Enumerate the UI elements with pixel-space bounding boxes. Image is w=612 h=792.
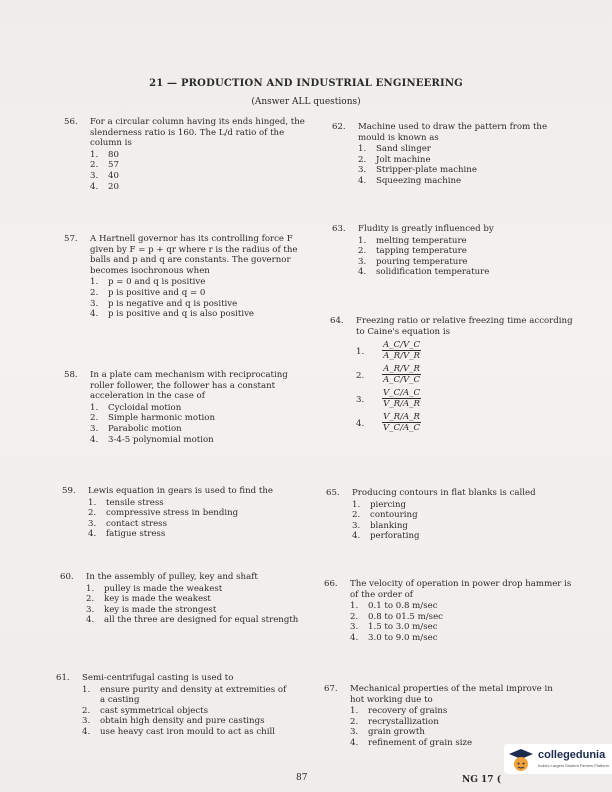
fraction: $\frac{V\_R/A\_R}{V\_C/A\_C}$: [383, 412, 421, 434]
fraction-option: 2. $\frac{A\_R/V\_R}{A\_C/V\_C}$: [356, 364, 421, 386]
option: 4. fatigue stress: [88, 529, 166, 540]
fraction-option: 4. $\frac{V\_R/A\_R}{V\_C/A\_C}$: [356, 412, 421, 434]
question-64: 64. Freezing ratio or relative freezing time according to Caine's equation is 1. $\frac{A\_C/V\_C}{A\_R/V\_R}$ 2. $\frac{A\_R/V\_R}{A\_C/V\_C}$ 3. $\frac{V\_C/A\_C}{V\_R/A\_R}$ 4. $\frac{V\_R/A\_R}{V\_C/A\_C}$: [356, 316, 574, 436]
option: 3. pouring temperature: [358, 256, 468, 267]
option: 3. blanking: [352, 520, 408, 531]
option: 2. 57: [90, 160, 119, 171]
option: 1. piercing: [352, 499, 407, 510]
option: 4. perforating: [352, 531, 420, 542]
option: 2. recrystallization: [350, 716, 439, 727]
question-stem: Lewis equation in gears is used to find the: [88, 486, 273, 496]
option: 2. tapping temperature: [358, 246, 467, 257]
paper-code: NG 17 (: [462, 775, 501, 785]
option: 3. contact stress: [88, 518, 167, 529]
option: 4. p is positive and q is also positive: [90, 309, 255, 320]
option: 1. p = 0 and q is positive: [90, 277, 206, 288]
options-list: [350, 706, 566, 748]
option: 2. compressive stress in bending: [88, 508, 239, 519]
option: 2. key is made the weakest: [86, 594, 211, 605]
question-stem: In the assembly of pulley, key and shaft: [86, 572, 258, 582]
options-list: [90, 150, 310, 192]
question-61: 61. Semi-centrifugal casting is used to 1. ensure purity and density at extremities of a casting 2. cast symmetrical objects 3. obtain high density and pure castings 4. use heavy cast iron mould to act as chill: [82, 673, 292, 738]
paper-instruction: (Answer ALL questions): [251, 97, 361, 107]
fraction-option: 3. $\frac{V\_C/A\_C}{V\_R/A\_R}$: [356, 388, 421, 410]
options-list: [90, 277, 310, 319]
option: 1. pulley is made the weakest: [86, 583, 223, 594]
question-stem: Semi-centrifugal casting is used to: [82, 673, 234, 683]
option: 1. recovery of grains: [350, 706, 448, 717]
option: 3. p is negative and q is positive: [90, 298, 238, 309]
option: 2. cast symmetrical objects: [82, 705, 209, 716]
option: 2. contouring: [352, 510, 418, 521]
fraction: $\frac{V\_C/A\_C}{V\_R/A\_R}$: [383, 388, 421, 410]
question-59: 59. Lewis equation in gears is used to find the 1. tensile stress 2. compressive stress in bending 3. contact stress 4. fatigue stress: [88, 486, 310, 540]
option: 1. Sand slinger: [358, 144, 431, 155]
question-stem: Freezing ratio or relative freezing time according to Caine's equation is: [356, 316, 573, 337]
options-list: [358, 236, 576, 278]
fraction: $\frac{A\_R/V\_R}{A\_C/V\_C}$: [383, 364, 421, 386]
options-list: [352, 500, 574, 542]
option: 3. Parabolic motion: [90, 423, 182, 434]
option: 3. grain growth: [350, 727, 425, 738]
option: 3. 40: [90, 170, 119, 181]
question-stem: Producing contours in flat blanks is called: [352, 488, 536, 498]
option: 4. use heavy cast iron mould to act as chill: [82, 726, 275, 737]
options-list: [358, 144, 576, 186]
option: 2. Jolt machine: [358, 154, 431, 165]
option: 1. melting temperature: [358, 235, 467, 246]
options-list: [356, 340, 574, 436]
option: 1. ensure purity and density at extremities of a casting: [82, 684, 287, 706]
options-list: [350, 601, 572, 643]
question-56: 56. For a circular column having its ends hinged, the slenderness ratio is 160. The L/d ratio of the column is 1. 80 2. 57 3. 40 4. 20: [90, 117, 310, 192]
option: 3. obtain high density and pure castings: [82, 716, 265, 727]
option: 4. Squeezing machine: [358, 175, 462, 186]
collegedunia-logo[interactable]: [504, 744, 612, 774]
question-66: 66. The velocity of operation in power drop hammer is of the order of 1. 0.1 to 0.8 m/sec 2. 0.8 to 01.5 m/sec 3. 1.5 to 3.0 m/sec 4. 3.0 to 9.0 m/sec: [324, 579, 572, 643]
question-58: 58. In a plate cam mechanism with reciprocating roller follower, the follower has a constant acceleration in the case of 1. Cycloidal motion 2. Simple harmonic motion 3. Parabolic motion 4. 3-4-5 polynomial motion: [90, 370, 310, 445]
option: 3. 1.5 to 3.0 m/sec: [350, 622, 438, 633]
option: 4. 3-4-5 polynomial motion: [90, 434, 214, 445]
question-stem: A Hartnell governor has its controlling force F given by F = p + qr where r is the radius of the balls and p and q are constants. The governor becomes isochronous when: [90, 234, 298, 276]
option: 2. 0.8 to 01.5 m/sec: [350, 611, 443, 622]
question-stem: Mechanical properties of the metal improve in hot working due to: [350, 684, 553, 705]
logo-wordmark: collegedunia: [538, 749, 606, 761]
question-63: 63. Fludity is greatly influenced by 1. melting temperature 2. tapping temperature 3. pouring temperature 4. solidification temperature: [358, 224, 576, 278]
option: 2. Simple harmonic motion: [90, 413, 216, 424]
option: 3. key is made the strongest: [86, 604, 217, 615]
paper-title: 21 — PRODUCTION AND INDUSTRIAL ENGINEERING: [149, 78, 463, 89]
option: 4. 3.0 to 9.0 m/sec: [350, 632, 438, 643]
option: 4. refinement of grain size: [350, 737, 473, 748]
question-65: 65. Producing contours in flat blanks is called 1. piercing 2. contouring 3. blanking 4. perforating: [352, 488, 574, 542]
question-stem: For a circular column having its ends hinged, the slenderness ratio is 160. The L/d ratio of the column is: [90, 117, 305, 149]
options-list: [86, 584, 308, 626]
option: 4. 20: [90, 181, 119, 192]
option: 4. solidification temperature: [358, 267, 490, 278]
fraction: $\frac{A\_C/V\_C}{A\_R/V\_R}$: [383, 340, 421, 362]
option: 3. Stripper-plate machine: [358, 165, 477, 176]
option: 4. all the three are designed for equal strength: [86, 615, 299, 626]
question-stem: In a plate cam mechanism with reciprocating roller follower, the follower has a constant acceleration in the case of: [90, 370, 288, 402]
question-67: 67. Mechanical properties of the metal improve in hot working due to 1. recovery of grains 2. recrystallization 3. grain growth 4. refinement of grain size: [350, 684, 566, 749]
question-62: 62. Machine used to draw the pattern from the mould is known as 1. Sand slinger 2. Jolt machine 3. Stripper-plate machine 4. Squeezing machine: [358, 122, 576, 187]
question-stem: Machine used to draw the pattern from the mould is known as: [358, 122, 548, 143]
logo-tagline: India's Largest Student Review Platform: [538, 763, 610, 768]
option: 2. p is positive and q = 0: [90, 287, 206, 298]
option: 1. 0.1 to 0.8 m/sec: [350, 601, 438, 612]
options-list: [82, 685, 292, 738]
page-number: 87: [296, 773, 308, 783]
option: 1. tensile stress: [88, 497, 164, 508]
graduate-icon: [508, 748, 534, 776]
option: 1. 80: [90, 149, 119, 160]
question-60: 60. In the assembly of pulley, key and shaft 1. pulley is made the weakest 2. key is made the weakest 3. key is made the strongest 4. all the three are designed for equal strength: [86, 572, 308, 626]
question-stem: Fludity is greatly influenced by: [358, 224, 494, 234]
question-57: 57. A Hartnell governor has its controlling force F given by F = p + qr where r is the radius of the balls and p and q are constants. The governor becomes isochronous when 1. p = 0 and q is positive 2. p is positive and q = 0 3. p is negative and q is positive 4. p is positive and q is also positive: [90, 234, 310, 320]
fraction-option: 1. $\frac{A\_C/V\_C}{A\_R/V\_R}$: [356, 340, 421, 362]
option: 1. Cycloidal motion: [90, 402, 182, 413]
question-stem: The velocity of operation in power drop hammer is of the order of: [350, 579, 572, 600]
options-list: [90, 403, 310, 445]
options-list: [88, 498, 310, 540]
